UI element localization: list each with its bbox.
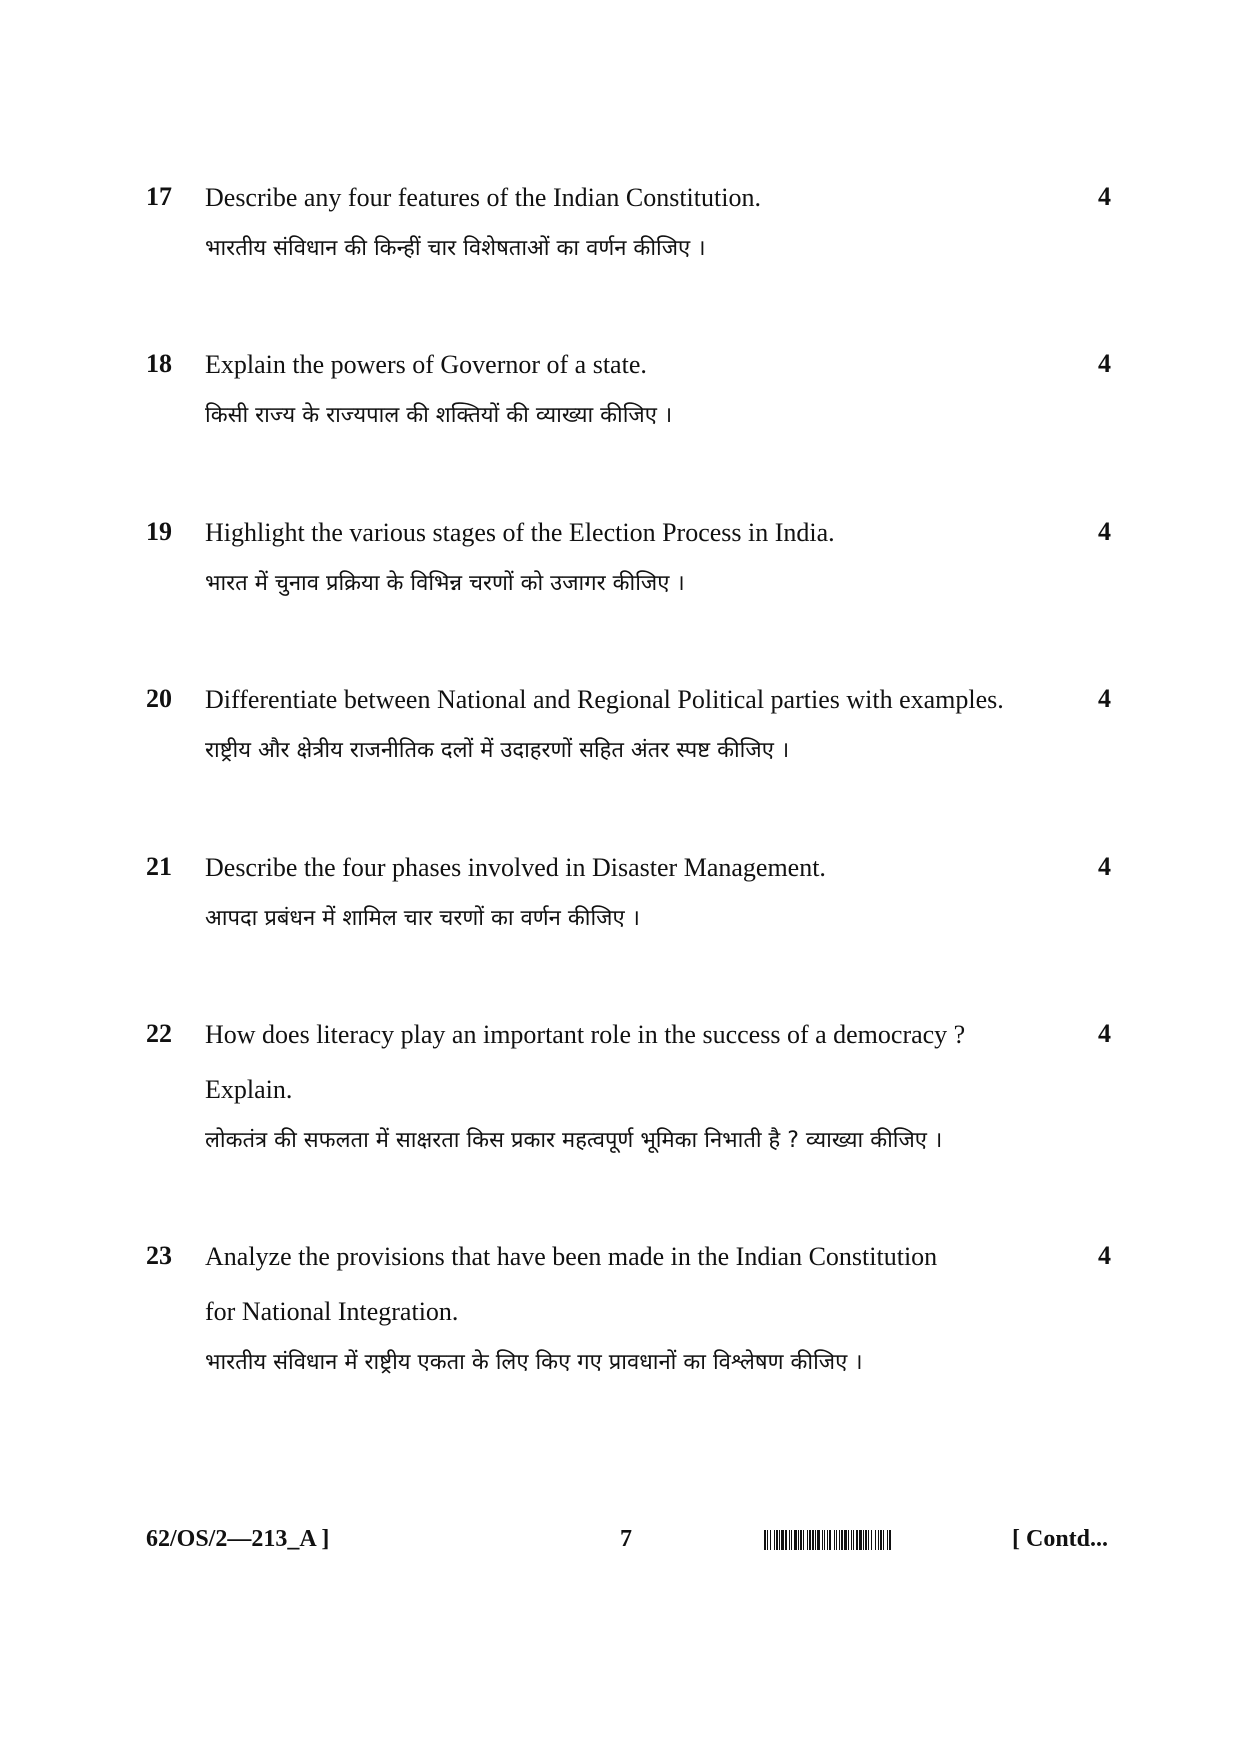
question-text-hindi: आपदा प्रबंधन में शामिल चार चरणों का वर्णन कीजिए । bbox=[205, 906, 641, 931]
question-text-english: Describe the four phases involved in Disaster Management. bbox=[205, 853, 826, 882]
continued-label: [ Contd... bbox=[1012, 1526, 1109, 1552]
question-marks: 4 bbox=[1098, 517, 1111, 546]
question-marks: 4 bbox=[1098, 1241, 1111, 1270]
question-text-english: Describe any four features of the Indian Constitution. bbox=[205, 183, 761, 212]
question-number: 20 bbox=[146, 684, 172, 713]
question-number: 18 bbox=[146, 349, 172, 378]
question-marks: 4 bbox=[1098, 852, 1111, 881]
question-number: 23 bbox=[146, 1241, 172, 1270]
question-marks: 4 bbox=[1098, 349, 1111, 378]
question-text-english: How does literacy play an important role in the success of a democracy ? Explain. bbox=[205, 1020, 966, 1104]
question-text-hindi: राष्ट्रीय और क्षेत्रीय राजनीतिक दलों में उदाहरणों सहित अंतर स्पष्ट कीजिए । bbox=[205, 738, 790, 763]
question-text-english: Highlight the various stages of the Election Process in India. bbox=[205, 518, 835, 547]
question-marks: 4 bbox=[1098, 684, 1111, 713]
question-number: 22 bbox=[146, 1019, 172, 1048]
question-text-hindi: भारतीय संविधान की किन्हीं चार विशेषताओं का वर्णन कीजिए । bbox=[205, 236, 706, 261]
page-number: 7 bbox=[620, 1526, 632, 1552]
question-text-english: Analyze the provisions that have been made in the Indian Constitution for National Integration. bbox=[205, 1242, 938, 1326]
barcode-image bbox=[764, 1530, 990, 1550]
question-marks: 4 bbox=[1098, 1019, 1111, 1048]
question-number: 19 bbox=[146, 517, 172, 546]
question-text-hindi: किसी राज्य के राज्यपाल की शक्तियों की व्याख्या कीजिए । bbox=[205, 403, 673, 428]
question-text-english: Explain the powers of Governor of a state. bbox=[205, 350, 647, 379]
question-marks: 4 bbox=[1098, 182, 1111, 211]
page-footer bbox=[0, 1526, 1240, 1562]
question-text-hindi: भारत में चुनाव प्रक्रिया के विभिन्न चरणों को उजागर कीजिए । bbox=[205, 571, 685, 596]
question-text-hindi: लोकतंत्र की सफलता में साक्षरता किस प्रकार महत्वपूर्ण भूमिका निभाती है ? व्याख्या कीजिए । bbox=[205, 1128, 943, 1153]
question-text-hindi: भारतीय संविधान में राष्ट्रीय एकता के लिए किए गए प्रावधानों का विश्लेषण कीजिए । bbox=[205, 1350, 863, 1375]
question-text-english: Differentiate between National and Regional Political parties with examples. bbox=[205, 685, 1004, 714]
question-number: 17 bbox=[146, 182, 172, 211]
paper-code: 62/OS/2—213_A ] bbox=[146, 1526, 330, 1552]
question-number: 21 bbox=[146, 852, 172, 881]
